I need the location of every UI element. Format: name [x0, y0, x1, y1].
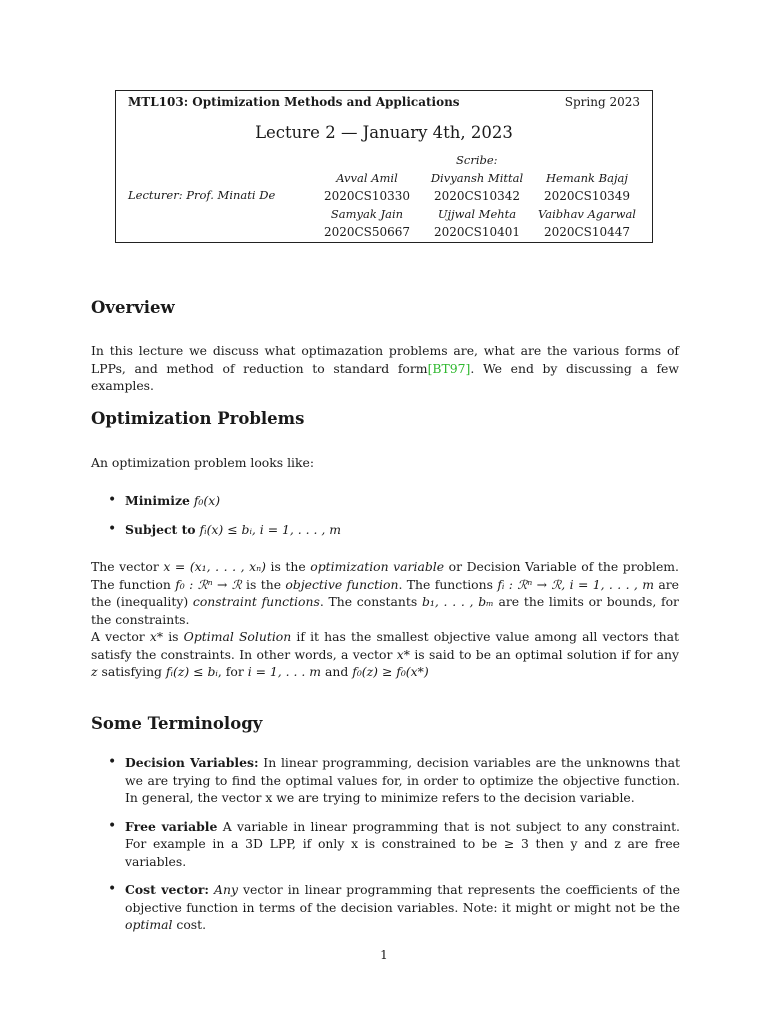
text: is the [241, 576, 286, 592]
math: x* [396, 646, 410, 662]
scribe-name: Avval Amil [336, 171, 398, 185]
bullet-label: Subject to [125, 521, 196, 537]
text: is said to be an optimal solution if for any [409, 646, 679, 662]
bullet-math: f₀(x) [193, 493, 221, 508]
math: i = 1, . . . m [247, 664, 322, 679]
bullet-icon: • [108, 754, 117, 770]
text: is the [265, 559, 311, 574]
scribe-id: 2020CS10330 [323, 189, 411, 203]
citation-link[interactable]: [BT97] [427, 360, 471, 376]
text: or Decision Variable of the problem. The function [91, 559, 679, 592]
emphasis: objective function [285, 576, 399, 592]
bullet-icon: • [108, 817, 117, 834]
scribe-row [312, 169, 642, 187]
text: is [163, 629, 184, 644]
text: are the limits or bounds, for the constraints. [91, 594, 679, 627]
overview-text-end: . We end by discussing a few examples. [91, 360, 679, 393]
terminology-heading: Some Terminology [91, 714, 263, 733]
bullet-label: Minimize [125, 493, 190, 508]
bullet-icon: • [108, 520, 117, 537]
text: The vector [91, 559, 164, 574]
text: . The constants [319, 594, 422, 609]
term-label: Spring 2023 [564, 95, 640, 109]
scribe-row [312, 205, 642, 223]
math: fᵢ(z) ≤ bᵢ [165, 664, 218, 679]
scribe-id: 2020CS50667 [323, 225, 411, 239]
scribe-name: Samyak Jain [330, 207, 404, 221]
course-title: MTL103: Optimization Methods and Applications [128, 95, 460, 109]
math: z [91, 664, 98, 679]
list-item [108, 818, 680, 871]
bullet-icon: • [108, 881, 117, 897]
optimization-intro: An optimization problem looks like: [91, 455, 315, 470]
scribe-id: 2020CS10401 [433, 225, 521, 239]
term-label: Cost vector: [125, 882, 209, 897]
math: fᵢ : ℛⁿ → ℛ, i = 1, . . . , m [497, 576, 654, 592]
math: f₀ : ℛⁿ → ℛ [175, 576, 242, 592]
scribe-name: Vaibhav Agarwal [538, 207, 636, 221]
scribe-id: 2020CS10349 [543, 189, 631, 203]
emphasis: constraint functions [192, 594, 320, 609]
term-description: In linear programming, decision variables are the unknowns that we are trying to find the optimal values for, in order to optimize the objective function. In general, the vector x we are trying to minimize refers to the decision variable. [125, 755, 680, 805]
optimization-paragraph-1 [91, 558, 679, 628]
optimization-bullets [108, 492, 680, 538]
terminology-list [108, 754, 680, 934]
scribe-grid [312, 169, 642, 241]
overview-text: In this lecture we discuss what optimazation problems are, what are the various forms of LPPs, and method of reduction to standard form [91, 343, 679, 376]
scribe-row [312, 187, 642, 205]
list-item [108, 754, 680, 807]
math: x = (x₁, . . . , xₙ) [163, 559, 266, 574]
scribe-label: Scribe: [456, 153, 498, 167]
term-description: vector in linear programming that represents the coefficients of the objective function in terms of the decision variables. Note: it might or might not be the [125, 882, 680, 915]
overview-heading: Overview [91, 298, 175, 317]
text: , for [217, 664, 248, 679]
term-description: A variable in linear programming that is not subject to any constraint. For example in a 3D LPP, if only x is constrained to be ≥ 3 then y and z are free variables. [125, 818, 680, 869]
list-item [108, 492, 680, 510]
text: A vector [91, 629, 150, 644]
term-description-end: cost. [172, 917, 207, 932]
page-number: 1 [380, 948, 388, 962]
term-label: Decision Variables: [125, 755, 259, 770]
emphasis: Any [214, 882, 238, 897]
emphasis: Optimal Solution [183, 629, 292, 644]
text: are the (inequality) [91, 576, 679, 609]
list-item [108, 881, 680, 934]
math: x* [149, 629, 164, 644]
scribe-name: Ujjwal Mehta [437, 207, 517, 221]
math: b₁, . . . , bₘ [421, 594, 494, 609]
optimization-heading: Optimization Problems [91, 409, 305, 428]
lecture-header-box [115, 90, 653, 243]
math: f₀(z) ≥ f₀(x*) [352, 664, 429, 679]
emphasis: optimization variable [310, 559, 445, 574]
scribe-id: 2020CS10447 [543, 225, 631, 239]
list-item [108, 521, 680, 539]
scribe-id: 2020CS10342 [433, 189, 521, 203]
scribe-name: Divyansh Mittal [430, 171, 524, 185]
text: and [321, 664, 353, 679]
bullet-icon: • [108, 492, 117, 508]
lecture-title: Lecture 2 — January 4th, 2023 [255, 123, 513, 142]
lecturer-name: Lecturer: Prof. Minati De [128, 188, 276, 202]
bullet-math: fᵢ(x) ≤ bᵢ, i = 1, . . . , m [199, 521, 342, 537]
optimization-paragraph-2 [91, 628, 679, 681]
text: if it has the smallest objective value among all vectors that satisfy the constraints. In other words, a vector [91, 629, 679, 662]
term-label: Free variable [125, 818, 218, 834]
scribe-row [312, 223, 642, 241]
overview-paragraph [91, 342, 679, 395]
emphasis: optimal [125, 917, 173, 932]
text: satisfying [97, 664, 166, 679]
scribe-name: Hemank Bajaj [546, 171, 628, 185]
text: . The functions [398, 576, 498, 592]
